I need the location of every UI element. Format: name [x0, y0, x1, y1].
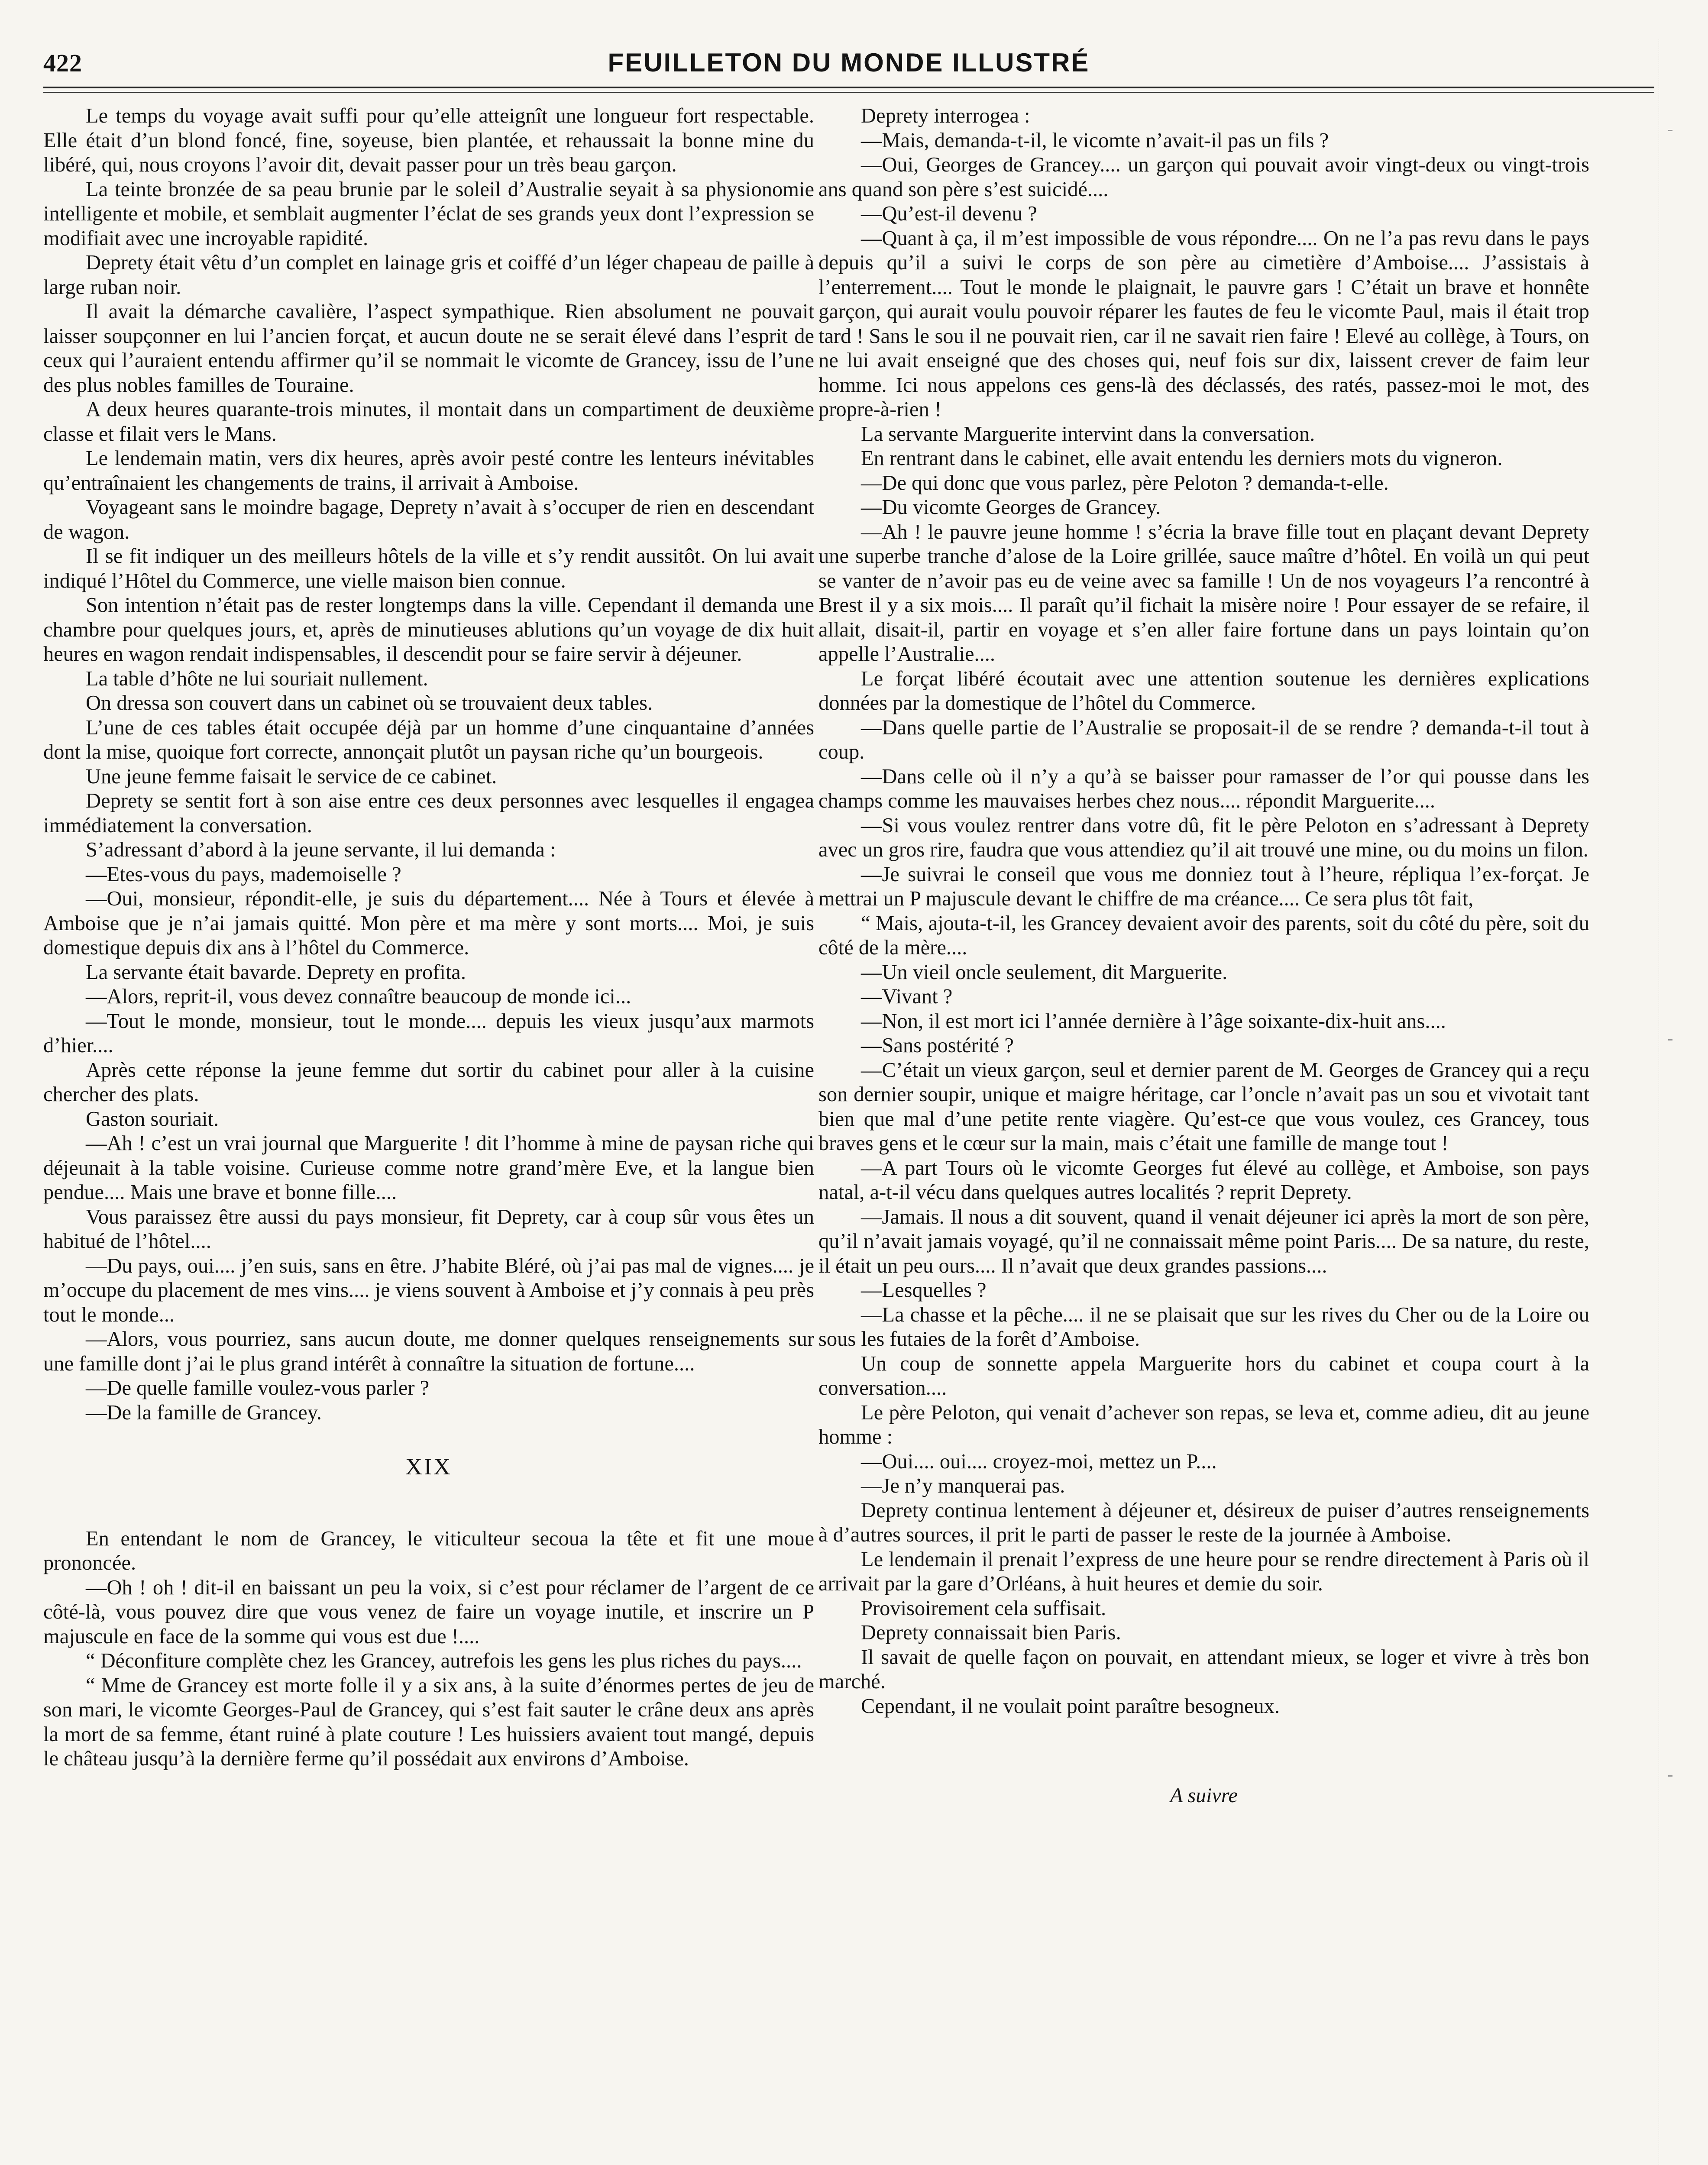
paragraph: —Un vieil oncle seulement, dit Marguerite.: [861, 960, 1228, 984]
paragraph: La teinte bronzée de sa peau brunie par le soleil d’Australie seyait à sa physionomie intelligente et mobile, et semblait augmenter l’éclat de ses grands yeux dont l’expression se modifiait avec une incroyable rapidité.: [43, 178, 814, 250]
paragraph: Provisoirement cela suffisait.: [861, 1596, 1106, 1620]
paragraph: —Non, il est mort ici l’année dernière à l’âge soixante-dix-huit ans....: [861, 1009, 1446, 1033]
paragraph: Cependant, il ne voulait point paraître besogneux.: [861, 1694, 1280, 1718]
paragraph: —A part Tours où le vicomte Georges fut élevé au collège, et Amboise, son pays natal, a-t-il vécu dans quelques autres localités ? reprit Deprety.: [818, 1156, 1589, 1204]
paragraph: —Si vous voulez rentrer dans votre dû, fit le père Peloton en s’adressant à Deprety avec un gros rire, faudra que vous attendiez qu’il ait trouvé une mine, ou du moins un filon.: [818, 814, 1589, 861]
paragraph: La servante Marguerite intervint dans la conversation.: [861, 422, 1315, 446]
paragraph: —Alors, vous pourriez, sans aucun doute, me donner quelques renseignements sur une famille dont j’ai le plus grand intérêt à connaître la situation de fortune....: [43, 1328, 814, 1375]
paragraph: Le lendemain il prenait l’express de une heure pour se rendre directement à Paris où il arrivait par la gare d’Orléans, à huit heures et demie du soir.: [818, 1548, 1589, 1595]
paragraph: “ Déconfiture complète chez les Grancey, autrefois les gens les plus riches du pays....: [86, 1649, 802, 1672]
paragraph: Voyageant sans le moindre bagage, Deprety n’avait à s’occuper de rien en descendant de wagon.: [43, 496, 814, 543]
paragraph: A deux heures quarante-trois minutes, il montait dans un compartiment de deuxième classe et filait vers le Mans.: [43, 398, 814, 446]
paragraph: S’adressant d’abord à la jeune servante, il lui demanda :: [86, 838, 556, 861]
right-column-text: [818, 104, 1589, 1719]
header-rule: [43, 87, 1654, 88]
left-column-text: [43, 104, 814, 1425]
paragraph: Le temps du voyage avait suffi pour qu’elle atteignît une longueur fort respectable. Elle était d’un blond foncé, fine, soyeuse, bien plantée, et rehaussait la bonne mine du libéré, qui, nous croyons l’avoir dit, devait passer pour un très beau garçon.: [43, 104, 814, 176]
paragraph: —Du vicomte Georges de Grancey.: [861, 496, 1161, 519]
paragraph: —Dans quelle partie de l’Australie se proposait-il de se rendre ? demanda-t-il tout à coup.: [818, 716, 1589, 763]
header-rule-thin: [43, 92, 1654, 93]
paragraph: —Oui, monsieur, répondit-elle, je suis du département.... Née à Tours et élevée à Amboise que je n’ai jamais quitté. Mon père et ma mère y sont morts.... Moi, je suis domestique depuis dix ans à l’hôtel du Commerce.: [43, 887, 814, 959]
paragraph: Il se fit indiquer un des meilleurs hôtels de la ville et s’y rendit aussitôt. On lui avait indiqué l’Hôtel du Commerce, une vielle maison bien connue.: [43, 545, 814, 592]
paragraph: —Mais, demanda-t-il, le vicomte n’avait-il pas un fils ?: [861, 129, 1329, 152]
paragraph: Le père Peloton, qui venait d’achever son repas, se leva et, comme adieu, dit au jeune homme :: [818, 1401, 1589, 1448]
paragraph: —Du pays, oui.... j’en suis, sans en être. J’habite Bléré, où j’ai pas mal de vignes.... je m’occupe du placement de mes vins.... je viens souvent à Amboise et j’y connais à peu près tout le monde...: [43, 1254, 814, 1326]
paragraph: Une jeune femme faisait le service de ce cabinet.: [86, 765, 497, 788]
paragraph: —Quant à ça, il m’est impossible de vous répondre.... On ne l’a pas revu dans le pays depuis qu’il a suivi le corps de son père au cimetière d’Amboise.... J’assistais à l’enterrement.... Tout le monde le plaignait, le pauvre gars ! C’était un brave et honnête garçon, qui aurait voulu pouvoir réparer les fautes de feu le vicomte Paul, mais il était trop tard ! Sans le sou il ne pouvait rien, car il ne savait rien faire ! Elevé au collège, à Tours, on ne lui avait enseigné que des choses qui, neuf fois sur dix, laissent crever de faim leur homme. Ici nous appelons ces gens-là des déclassés, des ratés, passez-moi le mot, des propre-à-rien !: [818, 226, 1589, 421]
to-be-continued: A suivre: [1170, 1784, 1238, 1807]
paragraph: Deprety continua lentement à déjeuner et, désireux de puiser d’autres renseignements à d’autres sources, il prit le parti de passer le reste de la journée à Amboise.: [818, 1499, 1589, 1546]
paragraph: En rentrant dans le cabinet, elle avait entendu les derniers mots du vigneron.: [861, 447, 1503, 470]
paragraph: Son intention n’était pas de rester longtemps dans la ville. Cependant il demanda une chambre pour quelques jours, et, après de minutieuses ablutions qu’un voyage de dix huit heures en wagon rendait indispensables, il descendit pour se faire servir à déjeuner.: [43, 594, 814, 666]
paragraph: —La chasse et la pêche.... il ne se plaisait que sur les rives du Cher ou de la Loire ou sous les futaies de la forêt d’Amboise.: [818, 1303, 1589, 1351]
paragraph: —Oui, Georges de Grancey.... un garçon qui pouvait avoir vingt-deux ou vingt-trois ans quand son père s’est suicidé....: [818, 153, 1589, 201]
paragraph: Le forçat libéré écoutait avec une attention soutenue les dernières explications données par la domestique de l’hôtel du Commerce.: [818, 667, 1589, 714]
paragraph: Deprety était vêtu d’un complet en lainage gris et coiffé d’un léger chapeau de paille à large ruban noir.: [43, 251, 814, 299]
edge-mark: [1668, 1775, 1672, 1777]
paragraph: —Qu’est-il devenu ?: [861, 202, 1037, 225]
chapter-number: XIX: [405, 1454, 452, 1480]
paragraph: “ Mais, ajouta-t-il, les Grancey devaient avoir des parents, soit du côté du père, soit du côté de la mère....: [818, 911, 1589, 959]
paragraph: On dressa son couvert dans un cabinet où se trouvaient deux tables.: [86, 692, 653, 714]
left-column-text-after-chapter: [43, 1527, 814, 1771]
page-header: [43, 43, 1654, 91]
paragraph: —Jamais. Il nous a dit souvent, quand il venait déjeuner ici après la mort de son père, qu’il n’avait jamais voyagé, qu’il ne connaissait même point Paris.... De sa nature, du reste, il était un peu ours.... Il n’avait que deux grandes passions....: [818, 1205, 1589, 1277]
paragraph: —Oui.... oui.... croyez-moi, mettez un P....: [861, 1450, 1217, 1473]
running-title: FEUILLETON DU MONDE ILLUSTRÉ: [608, 48, 1090, 77]
edge-mark: [1668, 1039, 1672, 1040]
paragraph: Deprety connaissait bien Paris.: [861, 1621, 1121, 1644]
edge-mark: [1668, 130, 1672, 131]
paragraph: En entendant le nom de Grancey, le viticulteur secoua la tête et fit une moue prononcée.: [43, 1527, 814, 1574]
paragraph: —Ah ! c’est un vrai journal que Marguerite ! dit l’homme à mine de paysan riche qui déjeunait à la table voisine. Curieuse comme notre grand’mère Eve, et la langue bien pendue.... Mais une brave et bonne fille....: [43, 1132, 814, 1204]
paragraph: —Etes-vous du pays, mademoiselle ?: [86, 863, 401, 886]
paragraph: —C’était un vieux garçon, seul et dernier parent de M. Georges de Grancey qui a reçu son dernier soupir, unique et maigre héritage, car l’oncle n’avait pas un sou et vivotait tant bien que mal d’une petite rente viagère. Qu’est-ce que vous voulez, ces Grancey, tous braves gens et le cœur sur la main, mais c’était une famille de mange tout !: [818, 1058, 1589, 1155]
paragraph: —Vivant ?: [861, 985, 953, 1008]
paragraph: Après cette réponse la jeune femme dut sortir du cabinet pour aller à la cuisine chercher des plats.: [43, 1058, 814, 1106]
paragraph: La table d’hôte ne lui souriait nullement.: [86, 667, 428, 690]
paragraph: —Je suivrai le conseil que vous me donniez tout à l’heure, répliqua l’ex-forçat. Je mettrai un P majuscule devant le chiffre de ma créance.... Ce sera plus tôt fait,: [818, 863, 1589, 910]
paragraph: —Lesquelles ?: [861, 1279, 987, 1302]
paragraph: —Oh ! oh ! dit-il en baissant un peu la voix, si c’est pour réclamer de l’argent de ce côté-là, vous pouvez dire que vous venez de faire un voyage inutile, et inscrire un P majuscule en face de la somme qui vous est due !....: [43, 1576, 814, 1648]
paragraph: —De qui donc que vous parlez, père Peloton ? demanda-t-elle.: [861, 471, 1389, 494]
paragraph: Deprety interrogea :: [861, 104, 1030, 127]
paragraph: —Tout le monde, monsieur, tout le monde.... depuis les vieux jusqu’aux marmots d’hier....: [43, 1009, 814, 1057]
paragraph: —Je n’y manquerai pas.: [861, 1474, 1065, 1497]
paragraph: —De quelle famille voulez-vous parler ?: [86, 1377, 430, 1399]
paragraph: L’une de ces tables était occupée déjà par un homme d’une cinquantaine d’années dont la mise, quoique fort correcte, annonçait plutôt un paysan riche qu’un bourgeois.: [43, 716, 814, 763]
paragraph: —De la famille de Grancey.: [86, 1401, 322, 1424]
page-edge-margin: [1659, 39, 1707, 2165]
paragraph: Vous paraissez être aussi du pays monsieur, fit Deprety, car à coup sûr vous êtes un habitué de l’hôtel....: [43, 1205, 814, 1253]
paragraph: Il savait de quelle façon on pouvait, en attendant mieux, se loger et vivre à très bon marché.: [818, 1645, 1589, 1693]
paragraph: Le lendemain matin, vers dix heures, après avoir pesté contre les lenteurs inévitables qu’entraînaient les changements de trains, il arrivait à Amboise.: [43, 447, 814, 494]
paragraph: Gaston souriait.: [86, 1107, 219, 1131]
left-column: [43, 104, 814, 2165]
paragraph: Deprety se sentit fort à son aise entre ces deux personnes avec lesquelles il engagea immédiatement la conversation.: [43, 789, 814, 837]
page-number: 422: [43, 49, 82, 77]
paragraph: “ Mme de Grancey est morte folle il y a six ans, à la suite d’énormes pertes de jeu de son mari, le vicomte Georges-Paul de Grancey, qui s’est fait sauter le crâne deux ans après la mort de sa femme, étant ruiné à plate couture ! Les huissiers avaient tout mangé, depuis le château jusqu’à la dernière ferme qu’il possédait aux environs d’Amboise.: [43, 1674, 814, 1770]
paragraph: Un coup de sonnette appela Marguerite hors du cabinet et coupa court à la conversation....: [818, 1352, 1589, 1399]
right-column: [818, 104, 1589, 2165]
paragraph: —Dans celle où il n’y a qu’à se baisser pour ramasser de l’or qui pousse dans les champs comme les mauvaises herbes chez nous.... répondit Marguerite....: [818, 765, 1589, 812]
paragraph: La servante était bavarde. Deprety en profita.: [86, 960, 466, 984]
paragraph: Il avait la démarche cavalière, l’aspect sympathique. Rien absolument ne pouvait laisser soupçonner en lui l’ancien forçat, et aucun doute ne se serait élevé dans l’esprit de ceux qui l’auraient entendu affirmer qu’il se nommait le vicomte de Grancey, issu de l’une des plus nobles familles de Touraine.: [43, 300, 814, 397]
paragraph: —Ah ! le pauvre jeune homme ! s’écria la brave fille tout en plaçant devant Deprety une superbe tranche d’alose de la Loire grillée, sauce maître d’hôtel. En voilà un qui peut se vanter de n’avoir pas eu de veine avec sa famille ! Un de nos voyageurs l’a rencontré à Brest il y a six mois.... Il paraît qu’il fichait la misère noire ! Pour essayer de se refaire, il allait, disait-il, partir en voyage et s’en aller faire fortune dans un pays lointain qu’on appelle l’Australie....: [818, 520, 1589, 666]
paragraph: —Alors, reprit-il, vous devez connaître beaucoup de monde ici...: [86, 985, 631, 1008]
paragraph: —Sans postérité ?: [861, 1034, 1014, 1057]
